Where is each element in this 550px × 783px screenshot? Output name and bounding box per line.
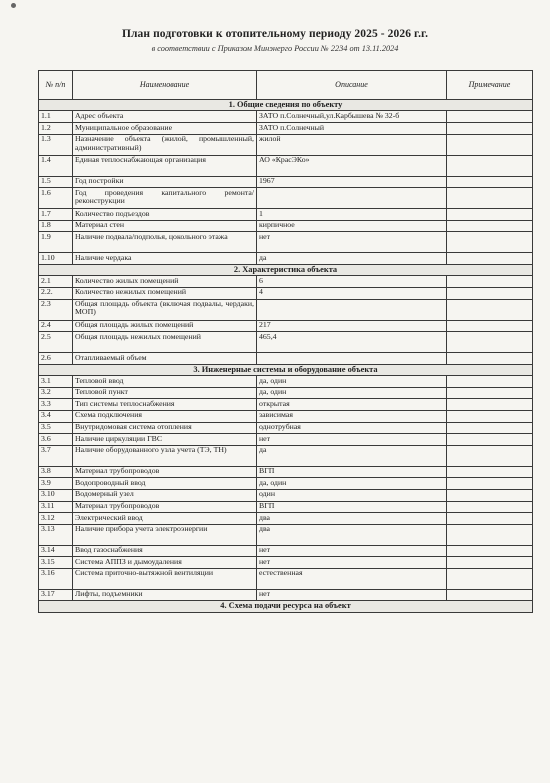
row-name-cell: Общая площадь нежилых помещений — [73, 332, 257, 353]
table-row — [39, 422, 533, 434]
row-description-cell: да, один — [257, 376, 447, 388]
row-name-cell: Единая теплоснабжающая организация — [73, 155, 257, 176]
row-description-cell: да — [257, 445, 447, 466]
table-row — [39, 287, 533, 299]
row-name-cell: Наличие циркуляции ГВС — [73, 434, 257, 446]
table-body — [39, 100, 533, 613]
row-description-cell: нет — [257, 557, 447, 569]
row-number-cell: 3.16 — [39, 568, 73, 589]
table-row — [39, 176, 533, 188]
document-subtitle: в соответствии с Приказом Минэнерго России № 2234 от 13.11.2024 — [151, 44, 399, 53]
row-number-cell: 1.6 — [39, 188, 73, 209]
row-note-cell — [447, 410, 533, 422]
row-description-cell: естественная — [257, 568, 447, 589]
row-name-cell: Муниципальное образование — [73, 123, 257, 135]
row-name-cell: Наличие чердака — [73, 253, 257, 265]
table-row — [39, 123, 533, 135]
row-number-cell: 2.6 — [39, 353, 73, 365]
row-number-cell: 1.1 — [39, 111, 73, 123]
row-description-cell: ВГП — [257, 501, 447, 513]
row-note-cell — [447, 524, 533, 545]
row-number-cell: 3.3 — [39, 399, 73, 411]
row-name-cell: Год проведения капитального ремонта/реконструкции — [73, 188, 257, 209]
row-name-cell: Система приточно-вытяжной вентиляции — [73, 568, 257, 589]
row-note-cell — [447, 123, 533, 135]
row-number-cell: 3.1 — [39, 376, 73, 388]
table-row — [39, 399, 533, 411]
row-number-cell: 3.8 — [39, 466, 73, 478]
table-row — [39, 434, 533, 446]
row-description-cell: 1 — [257, 209, 447, 221]
section-header-row — [39, 364, 533, 375]
row-description-cell: ВГП — [257, 466, 447, 478]
row-number-cell: 1.4 — [39, 155, 73, 176]
row-description-cell: открытая — [257, 399, 447, 411]
table-row — [39, 155, 533, 176]
table-row — [39, 466, 533, 478]
row-note-cell — [447, 276, 533, 288]
row-note-cell — [447, 299, 533, 320]
row-number-cell: 3.15 — [39, 557, 73, 569]
row-description-cell: нет — [257, 545, 447, 557]
table-row — [39, 353, 533, 365]
punch-hole-mark — [11, 3, 16, 8]
table-row — [39, 253, 533, 265]
row-description-cell: жилой — [257, 134, 447, 155]
table-row — [39, 276, 533, 288]
row-name-cell: Водопроводный ввод — [73, 478, 257, 490]
row-note-cell — [447, 376, 533, 388]
table-row — [39, 557, 533, 569]
row-note-cell — [447, 466, 533, 478]
row-name-cell: Материал трубопроводов — [73, 501, 257, 513]
document-title: План подготовки к отопительному периоду 2025 - 2026 г.г. — [121, 28, 429, 40]
row-description-cell: нет — [257, 232, 447, 253]
row-description-cell: нет — [257, 589, 447, 601]
row-number-cell: 3.12 — [39, 513, 73, 525]
row-description-cell: ЗАТО п.Солнечный — [257, 123, 447, 135]
table-row — [39, 299, 533, 320]
row-description-cell: 4 — [257, 287, 447, 299]
section-header-row — [39, 264, 533, 275]
row-description-cell: 465,4 — [257, 332, 447, 353]
row-note-cell — [447, 489, 533, 501]
section-header-row — [39, 100, 533, 111]
row-name-cell: Год постройки — [73, 176, 257, 188]
row-name-cell: Назначение объекта (жилой, промышленный, административный) — [73, 134, 257, 155]
table-row — [39, 568, 533, 589]
row-description-cell: зависимая — [257, 410, 447, 422]
row-name-cell: Водомерный узел — [73, 489, 257, 501]
row-number-cell: 1.8 — [39, 220, 73, 232]
table-row — [39, 589, 533, 601]
row-name-cell: Наличие прибора учета электроэнергии — [73, 524, 257, 545]
table-row — [39, 134, 533, 155]
section-title: 4. Схема подачи ресурса на объект — [39, 601, 533, 612]
row-number-cell: 2.3 — [39, 299, 73, 320]
table-row — [39, 387, 533, 399]
row-name-cell: Тепловой ввод — [73, 376, 257, 388]
table-row — [39, 489, 533, 501]
row-number-cell: 3.13 — [39, 524, 73, 545]
row-name-cell: Тип системы теплоснабжения — [73, 399, 257, 411]
row-description-cell: однотрубная — [257, 422, 447, 434]
row-note-cell — [447, 332, 533, 353]
table-row — [39, 501, 533, 513]
row-note-cell — [447, 353, 533, 365]
table-row — [39, 478, 533, 490]
table-row — [39, 111, 533, 123]
row-note-cell — [447, 513, 533, 525]
row-note-cell — [447, 232, 533, 253]
table-row — [39, 188, 533, 209]
row-number-cell: 1.7 — [39, 209, 73, 221]
table-header-row — [39, 71, 533, 100]
row-number-cell: 3.17 — [39, 589, 73, 601]
row-number-cell: 1.5 — [39, 176, 73, 188]
row-note-cell — [447, 176, 533, 188]
row-note-cell — [447, 209, 533, 221]
row-number-cell: 3.5 — [39, 422, 73, 434]
row-number-cell: 3.7 — [39, 445, 73, 466]
column-header-description: Описание — [257, 71, 447, 100]
row-number-cell: 2.4 — [39, 320, 73, 332]
row-note-cell — [447, 434, 533, 446]
row-name-cell: Материал стен — [73, 220, 257, 232]
row-name-cell: Система АППЗ и дымоудаления — [73, 557, 257, 569]
row-name-cell: Схема подключения — [73, 410, 257, 422]
row-number-cell: 3.10 — [39, 489, 73, 501]
row-note-cell — [447, 422, 533, 434]
row-note-cell — [447, 501, 533, 513]
row-description-cell: два — [257, 524, 447, 545]
row-description-cell — [257, 188, 447, 209]
row-name-cell: Внутридомовая система отопления — [73, 422, 257, 434]
column-header-note: Примечание — [447, 71, 533, 100]
table-row — [39, 376, 533, 388]
table-row — [39, 320, 533, 332]
row-note-cell — [447, 399, 533, 411]
table-row — [39, 513, 533, 525]
row-number-cell: 1.9 — [39, 232, 73, 253]
row-name-cell: Материал трубопроводов — [73, 466, 257, 478]
row-note-cell — [447, 220, 533, 232]
row-note-cell — [447, 557, 533, 569]
column-header-number: № п/п — [39, 71, 73, 100]
row-number-cell: 3.2 — [39, 387, 73, 399]
row-number-cell: 3.6 — [39, 434, 73, 446]
row-note-cell — [447, 445, 533, 466]
row-name-cell: Наличие подвала/подполья, цокольного этажа — [73, 232, 257, 253]
row-name-cell: Количество жилых помещений — [73, 276, 257, 288]
section-title: 3. Инженерные системы и оборудование объекта — [39, 364, 533, 375]
row-description-cell: 6 — [257, 276, 447, 288]
row-description-cell: 217 — [257, 320, 447, 332]
row-description-cell: да — [257, 253, 447, 265]
table-row — [39, 332, 533, 353]
row-description-cell: нет — [257, 434, 447, 446]
row-description-cell — [257, 299, 447, 320]
row-name-cell: Тепловой пункт — [73, 387, 257, 399]
row-note-cell — [447, 287, 533, 299]
row-description-cell: АО «КрасЭКо» — [257, 155, 447, 176]
table-row — [39, 232, 533, 253]
row-note-cell — [447, 188, 533, 209]
row-number-cell: 1.3 — [39, 134, 73, 155]
row-name-cell: Ввод газоснабжения — [73, 545, 257, 557]
row-name-cell: Наличие оборудованного узла учета (ТЭ, ТН) — [73, 445, 257, 466]
row-name-cell: Общая площадь объекта (включая подвалы, чердаки, МОП) — [73, 299, 257, 320]
row-name-cell: Электрический ввод — [73, 513, 257, 525]
row-description-cell — [257, 353, 447, 365]
section-title: 2. Характеристика объекта — [39, 264, 533, 275]
row-number-cell: 2.1 — [39, 276, 73, 288]
table-row — [39, 410, 533, 422]
column-header-name: Наименование — [73, 71, 257, 100]
row-description-cell: один — [257, 489, 447, 501]
row-note-cell — [447, 478, 533, 490]
row-name-cell: Адрес объекта — [73, 111, 257, 123]
row-name-cell: Отапливаемый объем — [73, 353, 257, 365]
row-number-cell: 3.14 — [39, 545, 73, 557]
row-name-cell: Общая площадь жилых помещений — [73, 320, 257, 332]
row-number-cell: 3.4 — [39, 410, 73, 422]
row-number-cell: 2.5 — [39, 332, 73, 353]
row-note-cell — [447, 320, 533, 332]
row-number-cell: 2.2. — [39, 287, 73, 299]
row-note-cell — [447, 111, 533, 123]
row-note-cell — [447, 134, 533, 155]
row-description-cell: ЗАТО п.Солнечный,ул.Карбышева № 32-б — [257, 111, 447, 123]
row-name-cell: Количество нежилых помещений — [73, 287, 257, 299]
table-row — [39, 524, 533, 545]
row-description-cell: да, один — [257, 387, 447, 399]
row-note-cell — [447, 568, 533, 589]
table-row — [39, 220, 533, 232]
data-table — [38, 70, 533, 613]
row-description-cell: 1967 — [257, 176, 447, 188]
row-note-cell — [447, 253, 533, 265]
table-row — [39, 209, 533, 221]
row-number-cell: 1.2 — [39, 123, 73, 135]
row-number-cell: 3.11 — [39, 501, 73, 513]
row-description-cell: кирпичное — [257, 220, 447, 232]
row-description-cell: да, один — [257, 478, 447, 490]
row-note-cell — [447, 387, 533, 399]
row-number-cell: 1.10 — [39, 253, 73, 265]
section-title: 1. Общие сведения по объекту — [39, 100, 533, 111]
row-note-cell — [447, 589, 533, 601]
row-note-cell — [447, 545, 533, 557]
row-name-cell: Лифты, подъемники — [73, 589, 257, 601]
row-name-cell: Количество подъездов — [73, 209, 257, 221]
row-number-cell: 3.9 — [39, 478, 73, 490]
row-description-cell: два — [257, 513, 447, 525]
table-row — [39, 445, 533, 466]
table-row — [39, 545, 533, 557]
row-note-cell — [447, 155, 533, 176]
section-header-row — [39, 601, 533, 612]
